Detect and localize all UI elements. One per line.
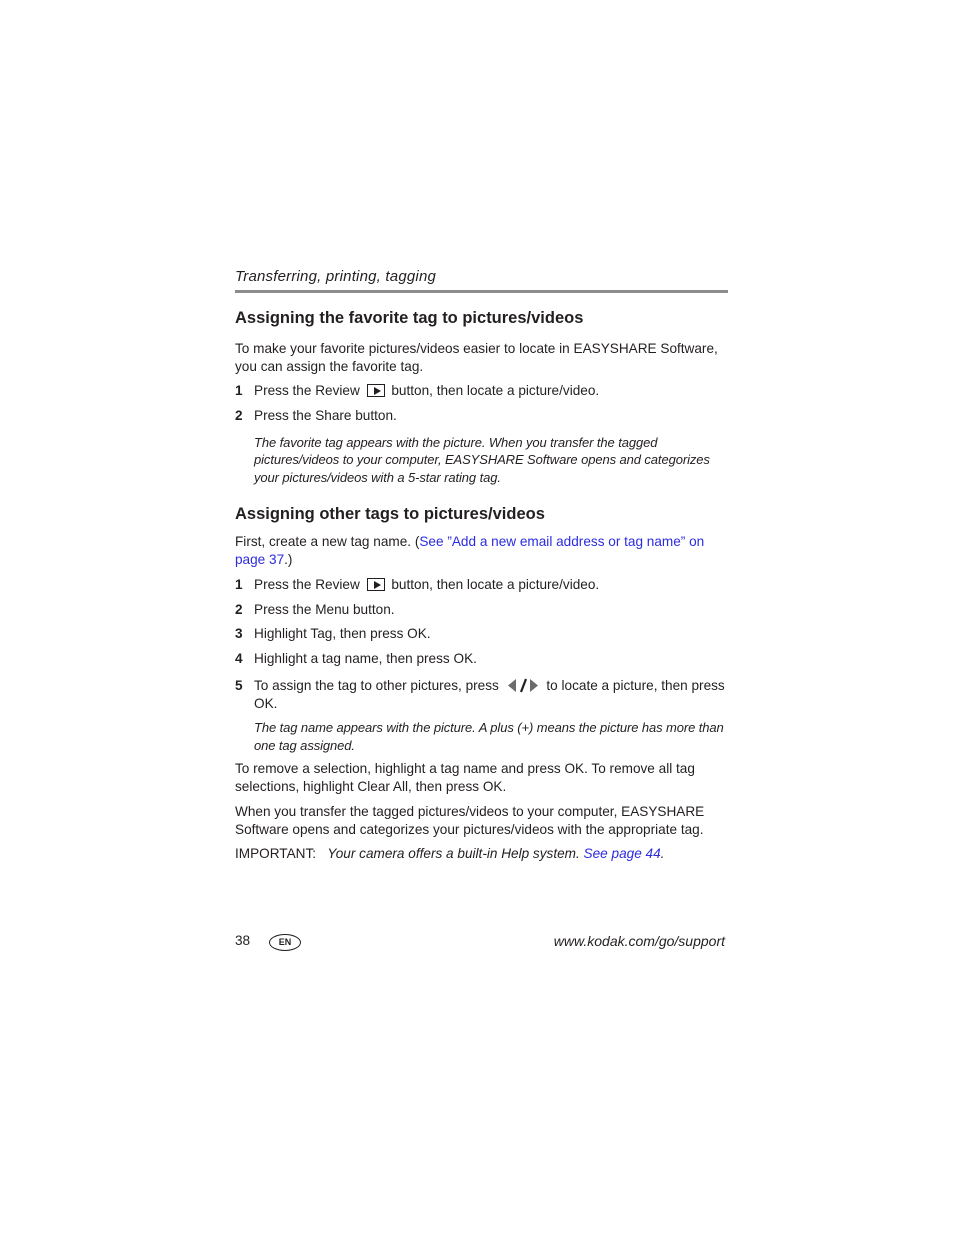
important-end: .	[660, 846, 665, 861]
step-3	[235, 625, 728, 643]
step-1	[235, 382, 728, 400]
page-footer	[235, 933, 725, 953]
intro-paragraph: To make your favorite pictures/videos easier to locate in EASYSHARE Software, you can assign the favorite tag.	[235, 341, 718, 374]
intro-text: .)	[284, 552, 293, 567]
section-heading-favorite-tag: Assigning the favorite tag to pictures/videos	[235, 309, 584, 327]
step-text: to locate a picture, then press OK.	[254, 677, 725, 711]
intro-paragraph	[235, 533, 728, 569]
help-page-link[interactable]: See page 44	[583, 846, 661, 861]
step-5	[235, 677, 728, 713]
support-url[interactable]: www.kodak.com/go/support	[553, 933, 725, 949]
cross-reference-link[interactable]: See ”Add a new email address or tag name” on page 37	[235, 534, 705, 567]
language-badge: EN	[269, 934, 301, 951]
step-number: 3	[235, 626, 243, 641]
note-favorite-tag: The favorite tag appears with the picture. When you transfer the tagged pictures/videos to your computer, EASYSHARE Software opens and categorizes your pictures/videos with a 5-star rating tag.	[254, 434, 710, 485]
step-text: button, then locate a picture/video.	[391, 383, 600, 398]
step-text: Press the Share button.	[254, 407, 397, 423]
step-text: Press the Menu button.	[254, 601, 395, 617]
step-number: 2	[235, 601, 243, 617]
review-play-icon	[367, 578, 385, 591]
running-header: Transferring, printing, tagging	[235, 268, 437, 285]
paragraph-remove-selection: To remove a selection, highlight a tag name and press OK. To remove all tag selections, highlight Clear All, then press OK.	[235, 761, 695, 794]
step-number: 5	[235, 677, 243, 693]
step-text: Highlight Tag, then press OK.	[254, 626, 431, 641]
page-number: 38	[235, 933, 251, 948]
header-rule	[235, 290, 728, 293]
left-right-arrows-icon	[508, 678, 538, 693]
step-text: button, then locate a picture/video.	[391, 577, 600, 592]
step-1	[235, 576, 728, 594]
step-text: Press the Review	[254, 383, 360, 398]
note-tag-name: The tag name appears with the picture. A plus (+) means the picture has more than one tag assigned.	[254, 720, 724, 753]
paragraph-transfer: When you transfer the tagged pictures/videos to your computer, EASYSHARE Software opens and categorizes your pictures/videos with the appropriate tag.	[235, 804, 705, 837]
important-text: Your camera offers a built-in Help system.	[327, 846, 580, 861]
step-number: 4	[235, 650, 243, 666]
step-4	[235, 650, 728, 668]
review-play-icon	[367, 384, 385, 397]
step-number: 1	[235, 383, 243, 398]
important-label: IMPORTANT:	[235, 846, 317, 861]
step-number: 2	[235, 407, 243, 423]
section-heading-other-tags: Assigning other tags to pictures/videos	[235, 505, 545, 523]
step-text: To assign the tag to other pictures, press	[254, 677, 499, 693]
important-note	[235, 845, 728, 863]
step-text: Press the Review	[254, 577, 360, 592]
step-text: Highlight a tag name, then press OK.	[254, 650, 477, 666]
step-number: 1	[235, 577, 243, 592]
step-2	[235, 601, 728, 619]
page-content	[235, 268, 728, 869]
step-2	[235, 407, 728, 425]
intro-text: First, create a new tag name. (	[235, 534, 420, 549]
